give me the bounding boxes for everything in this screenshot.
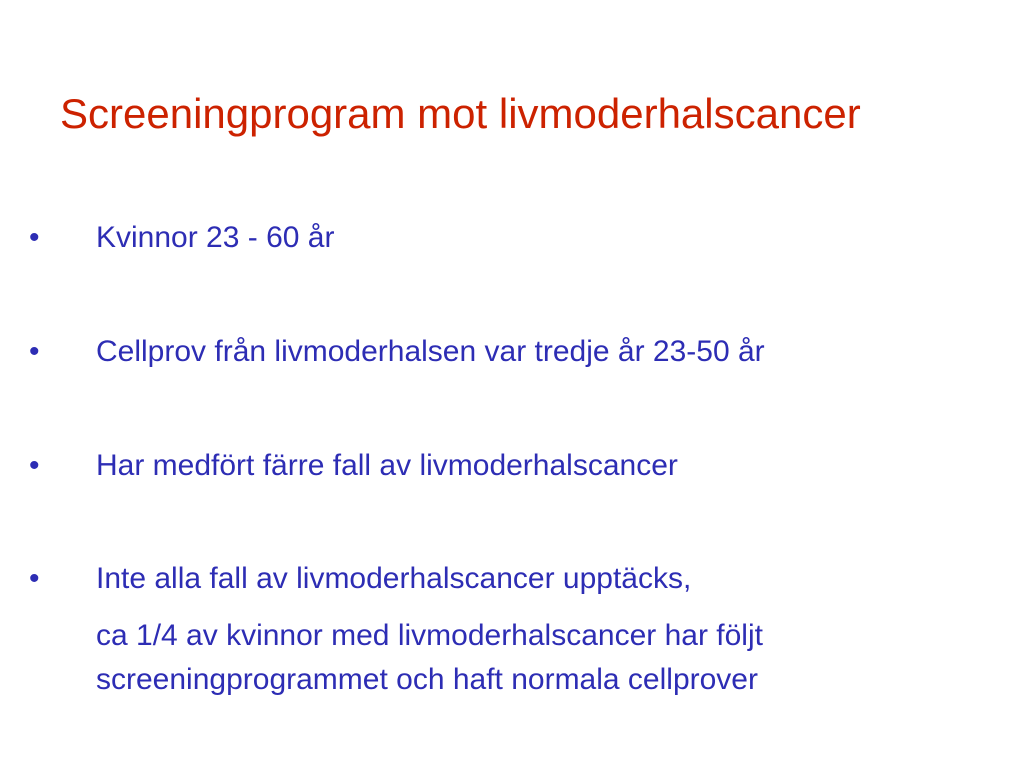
continuation-line-1: ca 1/4 av kvinnor med livmoderhalscancer har följt bbox=[96, 619, 763, 652]
bullet-icon: • bbox=[29, 562, 40, 595]
bullet-text: Har medfört färre fall av livmoderhalscancer bbox=[96, 449, 678, 482]
continuation-line-2: screeningprogrammet och haft normala cellprover bbox=[96, 663, 758, 696]
bullet-icon: • bbox=[29, 335, 40, 368]
slide-title: Screeningprogram mot livmoderhalscancer bbox=[60, 90, 861, 137]
bullet-icon: • bbox=[29, 449, 40, 482]
bullet-text: Kvinnor 23 - 60 år bbox=[96, 221, 335, 254]
bullet-text: Cellprov från livmoderhalsen var tredje år 23-50 år bbox=[96, 335, 765, 368]
bullet-icon: • bbox=[29, 221, 40, 254]
bullet-continuation bbox=[96, 614, 1016, 702]
bullet-text: Inte alla fall av livmoderhalscancer upptäcks, bbox=[96, 562, 692, 595]
